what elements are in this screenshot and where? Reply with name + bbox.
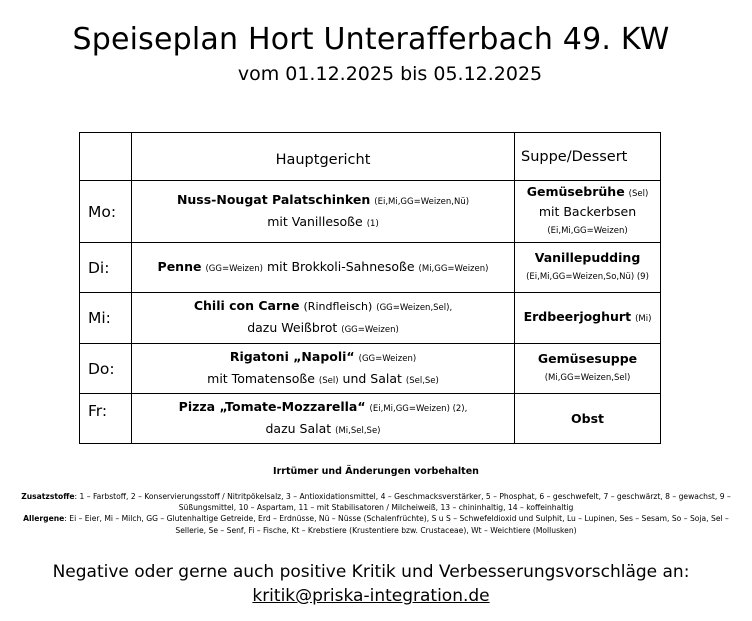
header-empty-cell (80, 133, 132, 181)
table-row (80, 344, 661, 394)
day-label: Mo: (80, 181, 132, 243)
soup-dessert-cell (515, 181, 661, 243)
allergens-label: Allergene (23, 514, 65, 524)
main-dish-cell (132, 344, 515, 394)
allergen-codes: (GG=Weizen) (341, 325, 399, 335)
allergen-codes: (Sel) (318, 375, 339, 386)
allergen-codes: (Mi,Sel,Se) (335, 425, 381, 436)
side-dish: mit Brokkoli-Sahnesoße (266, 258, 415, 274)
allergen-codes: (Sel,Se) (405, 375, 439, 386)
side-dish: dazu Salat (265, 420, 332, 436)
soup-dessert-cell (515, 293, 661, 344)
dish-name: Rigatoni „Napoli“ (229, 348, 355, 364)
table-header-row (80, 133, 661, 181)
side-dish: und Salat (342, 370, 402, 386)
day-label: Fr: (80, 394, 132, 444)
menu-table (79, 132, 661, 444)
allergen-codes: (Mi) (635, 314, 652, 324)
soup-name: Obst (571, 411, 604, 426)
allergen-codes: (Mi,GG=Weizen) (418, 263, 489, 274)
feedback-text: Negative oder gerne auch positive Kritik und Verbesserungsvorschläge an: (52, 562, 690, 582)
day-label: Mi: (80, 293, 132, 344)
soup-dessert-cell (515, 344, 661, 394)
main-dish-cell (132, 243, 515, 293)
dish-note: (Rindfleisch) (303, 300, 373, 313)
soup-name: Gemüsebrühe (526, 184, 625, 199)
disclaimer: Irrtümer und Änderungen vorbehalten (273, 466, 479, 477)
allergen-codes: (GG=Weizen,Sel), (376, 303, 453, 313)
soup-dessert-cell (515, 243, 661, 293)
soup-name: Erdbeerjoghurt (523, 309, 632, 324)
dish-name: Chili con Carne (193, 298, 300, 313)
day-label: Do: (80, 344, 132, 394)
header-soup-dessert: Suppe/Dessert (515, 133, 661, 181)
side-dish: mit Vanillesoße (267, 213, 363, 229)
dish-name: Pizza „Tomate-Mozzarella“ (178, 398, 366, 414)
side-dish: dazu Weißbrot (247, 320, 338, 335)
allergen-codes: (Ei,Mi,GG=Weizen,So,Nü) (9) (526, 272, 649, 282)
main-dish-cell (132, 293, 515, 344)
allergen-codes: (GG=Weizen) (358, 353, 417, 364)
table-row (80, 181, 661, 243)
feedback-footer (0, 560, 742, 608)
allergens-text: : Ei – Eier, Mi – Milch, GG – Glutenhaltige Getreide, Erd – Erdnüsse, Nü – Nüsse (Schalenfrüchte), S u S – Schwefeldioxid und Sulphit, Lu – Lupinen, Ses – Sesam, So – Soja, Sel – Sellerie, Se – Senf, Fi – Fische, Kt – Krebstiere (Krustentiere bzw. Crustaceae), Wt – Weichtiere (Mollusken) (64, 514, 729, 535)
allergen-codes: (Ei,Mi,GG=Weizen) (2), (369, 403, 468, 414)
allergen-codes: (Ei,Mi,GG=Weizen,Nü) (374, 196, 470, 207)
soup-name: Gemüsesuppe (537, 351, 638, 366)
allergen-codes: (GG=Weizen) (205, 263, 263, 274)
allergen-codes: (Mi,GG=Weizen,Sel) (544, 373, 631, 383)
allergen-codes: (Ei,Mi,GG=Weizen) (547, 226, 628, 236)
legend (10, 491, 742, 536)
allergen-codes: (Sel) (628, 189, 649, 199)
day-label: Di: (80, 243, 132, 293)
side-dish: mit Tomatensoße (207, 370, 315, 386)
feedback-email-link[interactable]: kritik@priska-integration.de (252, 586, 490, 606)
soup-name: Vanillepudding (534, 250, 641, 265)
allergen-codes: (1) (366, 218, 379, 229)
table-row (80, 293, 661, 344)
table-row (80, 243, 661, 293)
dish-name: Penne (157, 258, 202, 274)
header-main-dish: Hauptgericht (132, 133, 515, 181)
additives-text: : 1 – Farbstoff, 2 – Konservierungsstoff / Nitritpökelsalz, 3 – Antioxidationsmittel, 4 – Geschmacksverstärker, 5 – Phosphat, 6 – geschwefelt, 7 – geschwärzt, 8 – gewachst, 9 – Süßungsmittel, 10 – Aspartam, 11 – mit Stabilisatoren / Milcheiweiß, 13 – chininhaltig, 14 – koffeinhaltig (74, 492, 731, 513)
main-dish-cell (132, 181, 515, 243)
soup-addition: mit Backerbsen (538, 204, 637, 219)
page-title: Speiseplan Hort Unterafferbach 49. KW (72, 22, 670, 57)
additives-label: Zusatzstoffe (21, 492, 75, 501)
dish-name: Nuss-Nougat Palatschinken (176, 191, 371, 207)
main-dish-cell (132, 394, 515, 444)
soup-dessert-cell (515, 394, 661, 444)
date-range: vom 01.12.2025 bis 05.12.2025 (237, 63, 543, 85)
table-row (80, 394, 661, 444)
